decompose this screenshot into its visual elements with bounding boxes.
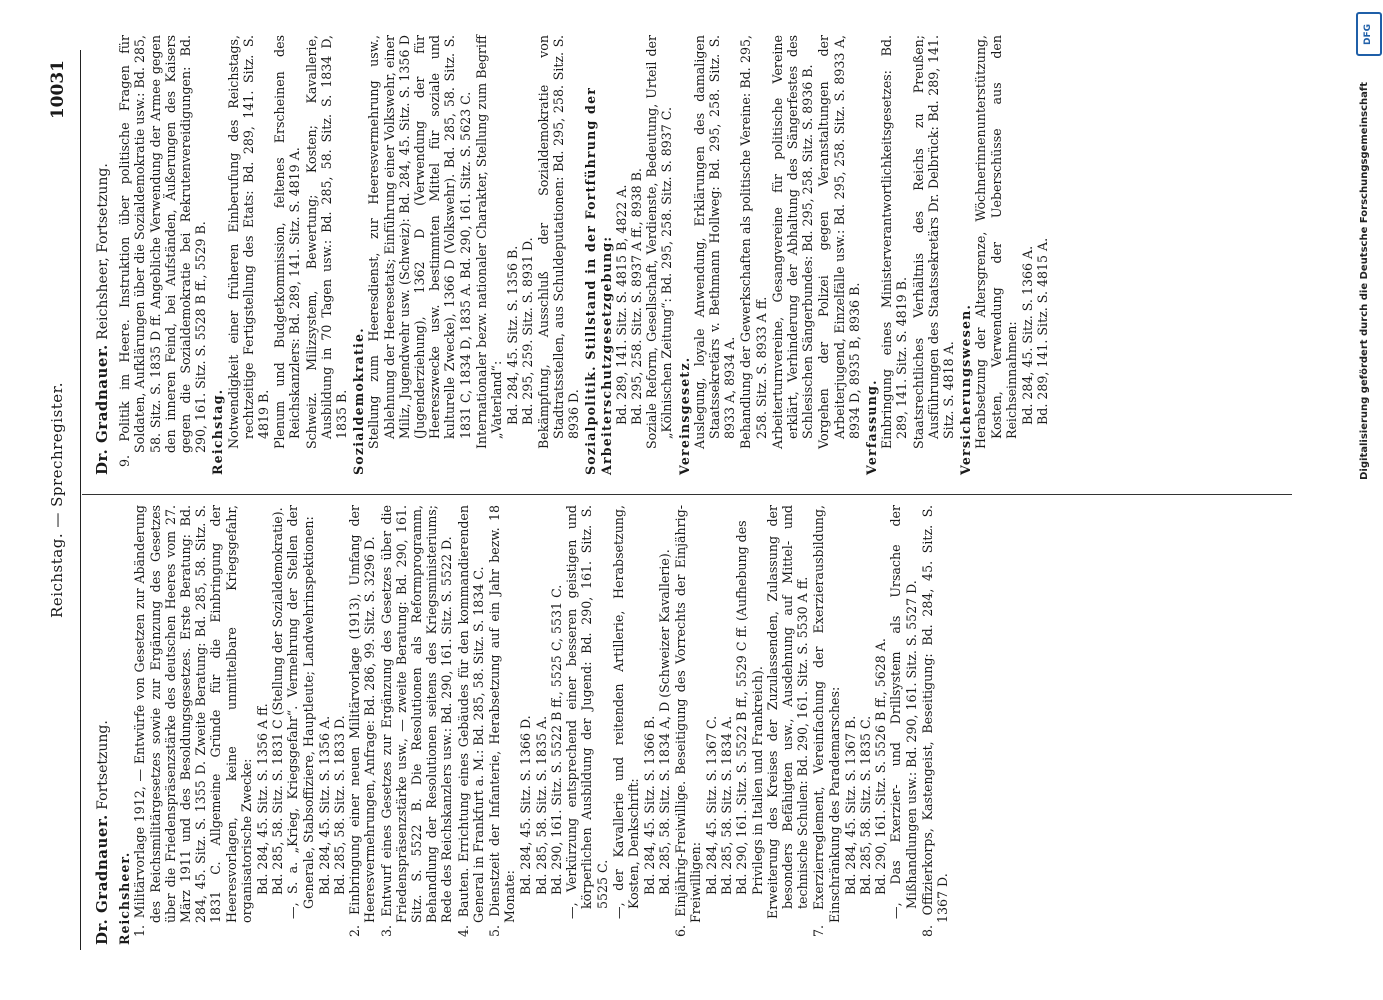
dfg-logo: DFG — [1356, 12, 1382, 56]
entry-text: Offizierkorps, Kastengeist, Beseitigung: Bd. 284, 45. Sitz. S. 1367 D. — [919, 505, 950, 923]
sub-entry: Arbeiterturnvereine, Gesangvereine für politische Vereine erklärt, Verhinderung der Abhaltung des Sängerfestes des Schlesischen Sängerbundes: Bd. 295, 258. Sitz. S. 8936 B. — [769, 35, 816, 449]
sub-entry: Plenum und Budgetkommission, feltenes Erscheinen des Reichskanzlers: Bd. 289, 141. Sitz. S. 4819 A. — [272, 35, 303, 449]
stamp-text: Digitalisierung gefördert durch die Deutsche Forschungsgemeinschaft — [1359, 82, 1370, 480]
entry-text: Bauten. Errichtung eines Gebäudes für den kommandierenden General in Frankfurt a. M.: Bd. 285, 58. Sitz. S. 1834 C. — [455, 505, 486, 923]
sub-entry: Internationaler bezw. nationaler Charakter, Stellung zum Begriff „Vaterland“: — [473, 35, 505, 449]
register-entry — [117, 35, 208, 475]
reference-line: Bd. 284, 45. Sitz. S. 1356 A. — [316, 715, 332, 895]
reference-line: Bd. 284, 45. Sitz. S. 1366 A. — [1019, 245, 1035, 425]
register-entry — [487, 505, 517, 945]
section-title: Versicherungswesen. — [958, 303, 974, 475]
right-column-heading — [95, 35, 111, 475]
reference-line: Bd. 285, 58. Sitz. S. 1835 C. — [857, 715, 873, 895]
reference-line: Bd. 289, 141. Sitz. S. 4815 B, 4822 A. — [613, 184, 629, 425]
column-divider — [82, 494, 1292, 495]
section-title: Reichsheer. — [117, 851, 133, 945]
section-title: Vereinsgesetz. — [676, 356, 692, 475]
sub-entry: Notwendigkeit einer früheren Einberufung des Reichstags, rechtzeitige Fertigstellung des Etats: Bd. 289, 141. Sitz. S. 4819 B. — [225, 35, 272, 449]
reference-line: Bd. 289, 141. Sitz. S. 4815 A. — [1035, 237, 1051, 425]
reference-line: Bd. 285, 58. Sitz. S. 1834 A, D (Schweizer Kavallerie). — [657, 549, 673, 895]
left-column-heading — [95, 505, 111, 945]
entry-text: Dienstzeit der Infanterie, Herabsetzung auf ein Jahr bezw. 18 Monate: — [487, 505, 518, 923]
right-entries — [117, 35, 1050, 475]
reference-line: Bd. 284, 45. Sitz. S. 1356 B. — [505, 245, 521, 425]
register-entry — [456, 505, 486, 945]
register-entry — [811, 505, 841, 945]
sub-entry: Auslegung, loyale Anwendung, Erklärungen des damaligen Staatssekretärs v. Bethmann Hollweg: Bd. 295, 258. Sitz. S. 8933 A, 8934 A. — [691, 35, 738, 449]
page-header — [48, 0, 78, 1000]
digitization-stamp — [1355, 12, 1381, 982]
sub-entry: Einbringung eines Ministerverantwortlichkeitsgesetzes: Bd. 289, 141. Sitz. S. 4819 B. — [879, 35, 910, 449]
entry-number: 6. — [672, 924, 688, 937]
reference-line: Bd. 284, 45. Sitz. S. 1367 B. — [842, 715, 858, 895]
register-entry — [379, 505, 455, 945]
sub-entry: Schweiz. Milizsystem, Bewertung; Kosten; Kavallerie, Ausbildung in 70 Tagen usw.: Bd. 285, 58. Sitz. S. 1834 D, 1835 B. — [303, 35, 350, 449]
entry-number: 1. — [132, 924, 148, 937]
sub-entry: Vorgehen der Polizei gegen Veranstaltungen der Arbeiterjugend, Einzelfälle usw.: Bd. 295, 258. Sitz. S. 8933 A, 8934 D, 8935 B, 8936 B. — [816, 35, 862, 449]
reference-line: Bd. 285, 58. Sitz. S. 1834 A. — [719, 715, 735, 895]
entry-text: Politik im Heere. Instruktion über politische Fragen für Soldaten, Aufklärungen über die Sozialdemokratie usw.: Bd. 285, 58. Sitz. S. 1835 D ff. Angebliche Verwendung der Armee gegen den inneren Feind, bei Aufständen, Äußerungen des Kaisers gegen die Sozialdemokratie bei Rekrutenvereidigungen: Bd. 290, 161. Sitz. S. 5528 B ff., 5529 B. — [117, 35, 209, 453]
entry-text: Entwurf eines Gesetzes zur Ergänzung des Gesetzes über die Friedenspräsenzstärke usw., — zweite Beratung: Bd. 290, 161. Sitz. S. 5522 B. Die Resolutionen als Reformprogramm, Behandlung der Resolutionen seitens des Kriegsministeriums; Rede des Reichskanzlers usw.: Bd. 290, 161. Sitz. S. 5522 D. — [378, 505, 455, 923]
sub-entry: Bekämpfung, Ausschluß der Sozialdemokratie von Stadtratsstellen, aus Schuldeputationen: Bd. 295, 258. Sitz. S. 8936 D. — [535, 35, 582, 449]
sub-entry: —, der Kavallerie und reitenden Artillerie, Herabsetzung, Kosten, Denkschrift: — [610, 505, 641, 919]
reference-line: Bd. 290, 161. Sitz. S. 5522 B ff., 5529 C ff. (Aufhebung des Privilegs in Italien und Frankreich). — [734, 520, 765, 895]
page-number: 10031 — [48, 60, 68, 120]
sub-entry: Erweiterung des Kreises der Zuzulassenden, Zulassung der besonders Befähigten usw., Ausdehnung auf Mittel- und technische Schulen: Bd. 290, 161. Sitz. S. 5530 A ff. — [764, 505, 811, 919]
reference-line: Bd. 295, 258. Sitz. S. 8937 A ff., 8938 B. — [628, 168, 644, 425]
entry-text: Einjährig-Freiwillige. Beseitigung des Vorrechts der Einjährig-Freiwilligen: — [672, 505, 703, 923]
speaker-name: Dr. Gradnauer. — [93, 344, 111, 475]
sub-entry: Soziale Reform, Gesellschaft, Verdienste, Bedeutung, Urteil der „Kölnischen Zeitung“: Bd. 295, 258. Sitz. S. 8937 C. — [644, 35, 675, 449]
register-entry — [347, 505, 377, 945]
sub-entry: —, S. a. „Krieg, Kriegsgefahr“. Vermehrung der Stellen der Generale, Stabsoffiziere, Hauptleute; Landwehrinspektionen: — [285, 505, 316, 919]
register-entry — [132, 505, 254, 945]
reference-line: Bd. 290, 161. Sitz. S. 5526 B ff., 5628 A. — [873, 638, 889, 895]
heading-suffix: Fortsetzung. — [95, 720, 111, 810]
entry-number: 8. — [919, 924, 935, 937]
speaker-name: Dr. Gradnauer. — [93, 814, 111, 945]
entry-number: 9. — [117, 454, 133, 467]
reference-line: Bd. 295, 259. Sitz. S. 8931 D. — [520, 237, 536, 425]
sub-entry: —, Verkürzung entsprechend einer besseren geistigen und körperlichen Ausbildung der Jugend: Bd. 290, 161. Sitz. S. 5525 C. — [564, 505, 610, 919]
entry-number: 3. — [378, 924, 394, 937]
entry-number: 5. — [487, 924, 503, 937]
page-title: Reichstag. — Sprechregister. — [48, 382, 66, 618]
register-entry — [920, 505, 950, 945]
register-entry — [673, 505, 703, 945]
entry-text: Militärvorlage 1912, — Entwürfe von Gesetzen zur Abänderung des Reichsmilitärgesetzes sowie zur Ergänzung des Gesetzes über die Friedenspräsenzstärke des deutschen Heeres vom 27. März 1911 und des Besoldungsgesetzes. Erste Beratung: Bd. 284, 45. Sitz. S. 1355 D. Zweite Beratung: Bd. 285, 58. Sitz. S. 1831 C. Allgemeine Gründe für die Einbringung der Heeresvorlagen, keine unmittelbare Kriegsgefahr, organisatorische Zwecke: — [132, 505, 254, 923]
entry-text: Exerzierreglement, Vereinfachung der Exerzierausbildung, Einschränkung des Parademarsches: — [811, 505, 842, 923]
entry-text: Einbringung einer neuen Militärvorlage (1913), Umfang der Heeresvermehrungen, Anfrage: Bd. 286, 99. Sitz. S. 3296 D. — [347, 505, 378, 923]
reference-line: Bd. 284, 45. Sitz. S. 1366 D. — [518, 715, 534, 895]
heading-suffix: Reichsheer, Fortsetzung. — [95, 163, 111, 340]
right-column — [95, 35, 1050, 475]
section-title: Sozialdemokratie. — [351, 327, 367, 475]
sub-entry: Behandlung der Gewerkschaften als politische Vereine: Bd. 295, 258. Sitz. S. 8933 A ff. — [738, 35, 769, 449]
section-title: Sozialpolitik. Stillstand in der Fortführung der Arbeiterschutzgesetzgebung: — [583, 86, 614, 475]
reference-line: Bd. 284, 45. Sitz. S. 1367 C. — [703, 715, 719, 895]
reference-line: Bd. 285, 58. Sitz. S. 1833 D. — [332, 715, 348, 895]
left-column — [95, 505, 951, 945]
section-title: Verfassung. — [863, 379, 879, 475]
reference-line: Bd. 285, 58. Sitz. S. 1835 A. — [533, 715, 549, 895]
sub-entry: —, Das Exerzier- und Drillsystem als Ursache der Mißhandlungen usw.: Bd. 290, 161. Sitz. S. 5527 D. — [888, 505, 919, 919]
left-entries — [132, 505, 950, 945]
entry-number: 7. — [811, 924, 827, 937]
reference-line: Bd. 284, 45. Sitz. S. 1366 B. — [642, 715, 658, 895]
entry-number: 2. — [347, 924, 363, 937]
section-title: Reichstag. — [210, 388, 226, 475]
sub-entry: Stellung zum Heeresdienst, zur Heeresvermehrung usw., Ablehnung der Heeresetats; Einführung einer Volkswehr, einer Miliz, Jugendwehr usw. (Schweiz): Bd. 284, 45. Sitz. S. 1356 D (Jugenderziehung), 1362 D (Verwendung der für Heereszwecke usw. bestimmten Mittel für soziale und kulturelle Zwecke), 1366 D (Volkswehr). Bd. 285, 58. Sitz. S. 1831 C, 1834 D, 1835 A. Bd. 290, 161. Sitz. S. 5623 C. — [366, 35, 473, 449]
header-rule — [80, 50, 81, 950]
reference-line: Bd. 290, 161. Sitz. S. 5522 B ff., 5525 C, 5531 C. — [548, 584, 564, 895]
reference-line: Bd. 284, 45. Sitz. S. 1356 A ff. — [255, 703, 271, 895]
entry-number: 4. — [455, 924, 471, 937]
sub-entry: Herabsetzung der Altersgrenze, Wöchnerinnenunterstützung, Kosten, Verwendung der Ueberschüsse aus den Reichseinnahmen: — [973, 35, 1019, 449]
sub-entry: Staatsrechtliches Verhältnis des Reichs zu Preußen; Ausführungen des Staatssekretärs Dr. Delbrück: Bd. 289, 141. Sitz. S. 4818 A. — [910, 35, 956, 449]
reference-line: Bd. 285, 58. Sitz. S. 1831 C (Stellung der Sozialdemokratie). — [270, 507, 286, 895]
